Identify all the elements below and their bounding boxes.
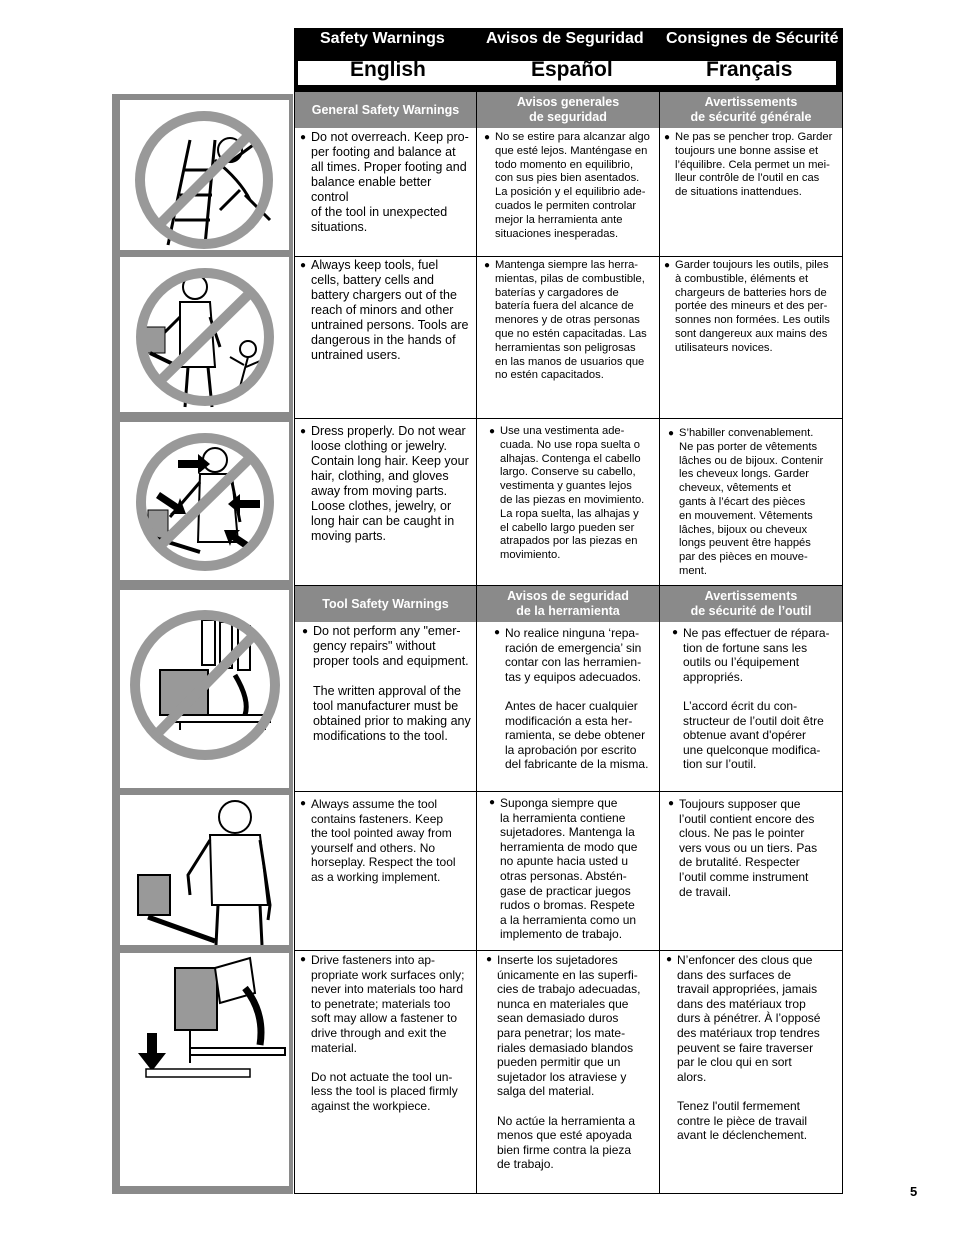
column-divider bbox=[659, 92, 660, 1194]
warning-pointing-en: ● Always assume the tool contains fasteners. Keep the tool pointed away from yourself and others. No horseplay. Respect the tool as a working implement. bbox=[300, 797, 456, 884]
illustration-sidebar bbox=[112, 94, 293, 1194]
header-es-lang: Español bbox=[531, 58, 613, 81]
section-tool-es: Avisos de seguridad de la herramienta bbox=[477, 586, 659, 622]
column-divider bbox=[476, 92, 477, 1194]
section-general-es: Avisos generales de seguridad bbox=[477, 92, 659, 128]
warning-repairs-fr: ● Ne pas effectuer de répara- tion de fortune sans les outils ou l’équipement appropriés. L’accord écrit du con- structeur de l’outil doit être obtenue avant d'opérer une quelconque modifica- tion sur l’outil. bbox=[672, 626, 830, 772]
warning-pointing-fr: ● Toujours supposer que l’outil contient encore des clous. Ne pas le pointer vers vous ou un tiers. Pas de brutalité. Respecter l’outil comme instrument de travail. bbox=[668, 797, 818, 899]
header-fr-title: Consignes de Sécurité bbox=[666, 30, 839, 47]
language-box bbox=[298, 58, 836, 85]
warning-overreach-fr: ● Ne pas se pencher trop. Garder toujours une bonne assise et l’équilibre. Cela permet un mei- lleur contrôle de l’outil en cas de situations inattendues. bbox=[664, 131, 833, 199]
warning-children-fr: ● Garder toujours les outils, piles à combustible, éléments et chargeurs de batteries hors de portée des mineurs et des per- sonnes non formées. Les outils sont dangereux aux mains des utilisateurs novices. bbox=[664, 259, 830, 354]
page-number: 5 bbox=[910, 1184, 918, 1199]
row-divider bbox=[294, 791, 843, 792]
warning-clothing-en: ● Dress properly. Do not wear loose clothing or jewelry. Contain long hair. Keep your hair, clothing, and gloves away from moving parts. Loose clothes, jewelry, or long hair can be caught in moving parts. bbox=[300, 424, 469, 543]
section-general-fr: Avertissements de sécurité générale bbox=[660, 92, 842, 128]
warning-repairs-es: ● No realice ninguna ‘repa- ración de emergencia’ sin contar con las herramien- tas y equipos adecuados. Antes de hacer cualquier modificación a esta her- ramienta, se debe obtener la aprobación por escrito del fabricante de la misma. bbox=[494, 626, 649, 772]
illustration-work-surface bbox=[120, 953, 289, 1186]
header-es-title: Avisos de Seguridad bbox=[486, 30, 644, 47]
illustration-overreach bbox=[120, 100, 289, 250]
section-general-en: General Safety Warnings bbox=[295, 92, 476, 128]
section-tool-fr: Avertissements de sécurité de l’outil bbox=[660, 586, 842, 622]
warning-work-surface-fr: ● N’enfoncer des clous que dans des surfaces de travail appropriées, jamais dans des matériaux trop durs à pénétrer. À l’opposé des matériaux trop tendres peuvent se faire traverser par le clou qui en sort alors. Tenez l'outil fermement contre le pièce de travail avant le déclenchement. bbox=[666, 953, 821, 1143]
row-divider bbox=[294, 256, 843, 257]
illustration-pointing bbox=[120, 795, 289, 945]
warning-overreach-en: ● Do not overreach. Keep pro- per footing and balance at all times. Proper footing and balance enable better control of the tool in unexpected situations. bbox=[300, 130, 469, 234]
illustration-children bbox=[120, 257, 289, 412]
warning-work-surface-en: ● Drive fasteners into ap- propriate work surfaces only; never into materials too hard to penetrate; materials too soft may allow a fastener to drive through and exit the material. Do not actuate the tool un- less the tool is placed firmly against the workpiece. bbox=[300, 953, 465, 1113]
row-divider bbox=[294, 950, 843, 951]
warning-pointing-es: ● Suponga siempre que la herramienta contiene sujetadores. Mantenga la herramienta de modo que no apunte hacia usted u otras personas. Abstén- gase de practicar juegos rudos o bromas. Respete a la herramienta como un implemento de trabajo. bbox=[489, 796, 638, 942]
section-tool-en: Tool Safety Warnings bbox=[295, 586, 476, 622]
warning-children-en: ● Always keep tools, fuel cells, battery cells and battery chargers out of the reach of minors and other untrained persons. Tools are dangerous in the hands of untrained users. bbox=[300, 258, 469, 362]
header-en-lang: English bbox=[350, 58, 426, 81]
header-en-title: Safety Warnings bbox=[320, 30, 445, 47]
warning-children-es: ● Mantenga siempre las herra- mientas, pilas de combustible, baterías y cargadores de batería fuera del alcance de menores y de otras personas que no estén capacitadas. Las herramientas son peligrosas en las manos de usuarios que no estén capacitados. bbox=[484, 259, 647, 382]
warning-repairs-en: ● Do not perform any "emer- gency repairs" without proper tools and equipment. The written approval of the tool manufacturer must be obtained prior to making any modifications to the tool. bbox=[302, 624, 471, 743]
illustration-clothing bbox=[120, 422, 289, 580]
header-fr-lang: Français bbox=[706, 58, 793, 81]
warning-clothing-es: ● Use una vestimenta ade- cuada. No use ropa suelta o alhajas. Contenga el cabello largo. Conserve su cabello, vestimenta y guantes lejos de las piezas en movimiento. La ropa suelta, las alhajas y el cabello largo pueden ser atrapados por las piezas en movimiento. bbox=[489, 425, 645, 562]
language-header bbox=[294, 28, 843, 92]
illustration-repairs bbox=[120, 590, 289, 788]
warning-overreach-es: ● No se estire para alcanzar algo que esté lejos. Manténgase en todo momento en equilibrio, con sus pies bien asentados. La posición y el equilibrio ade- cuados le permiten controlar mejor la herramienta ante situaciones inesperadas. bbox=[484, 131, 650, 240]
row-divider bbox=[294, 418, 843, 419]
warning-work-surface-es: ● Inserte los sujetadores únicamente en las superfi- cies de trabajo adecuadas, nunca en materiales que sean demasiado duros para penetrar; los mate- riales demasiado blandos pueden permitir que un sujetador los atraviese y salga del material. No actúe la herramienta a menos que esté apoyada bien firme contra la pieza de trabajo. bbox=[486, 953, 641, 1172]
warning-clothing-fr: ● S’habiller convenablement. Ne pas porter de vêtements lâches ou de bijoux. Contenir les cheveux longs. Garder cheveux, vêtements et gants à l’écart des pièces en mouvement. Vêtements lâches, bijoux ou cheveux longs peuvent être happés par des pièces en mouve- ment. bbox=[668, 427, 824, 577]
